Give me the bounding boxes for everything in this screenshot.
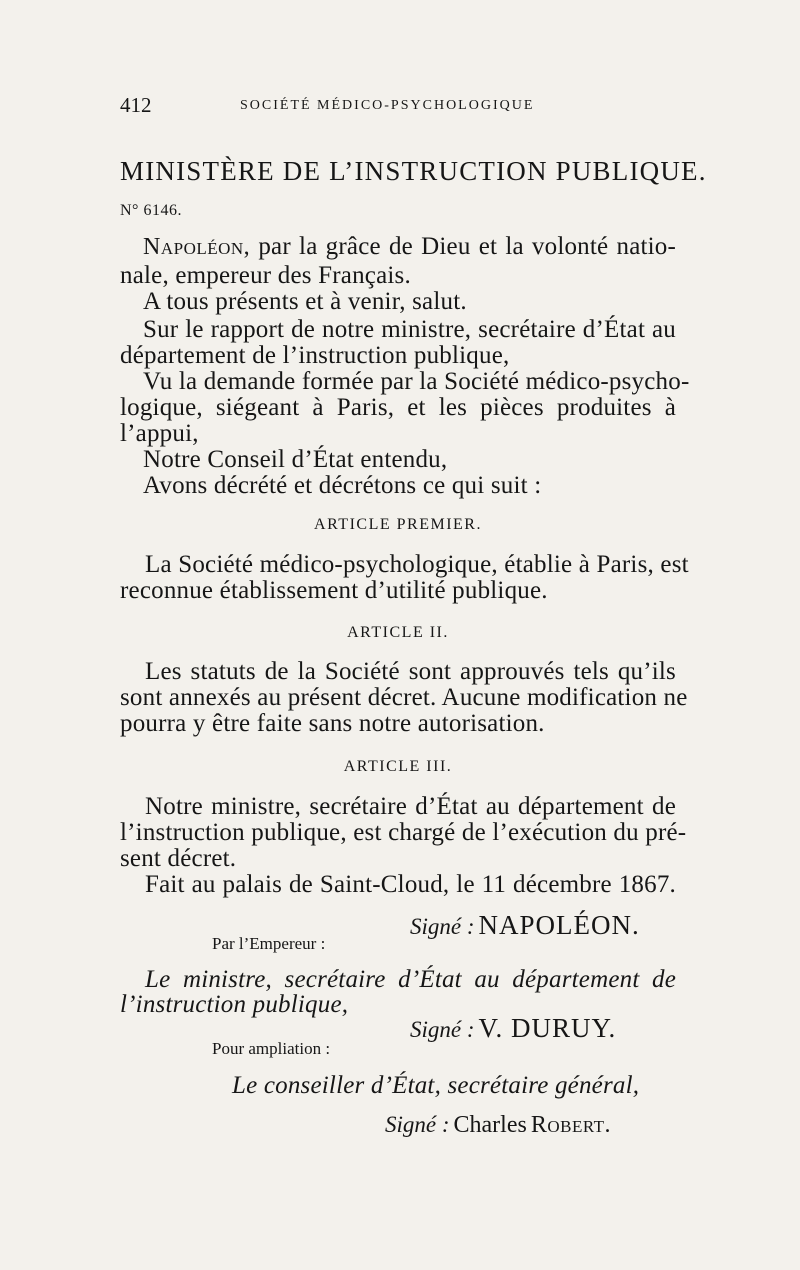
preamble-line-3: A tous présents et à venir, salut. xyxy=(143,288,467,315)
signature-name-napoleon: NAPOLÉON. xyxy=(478,910,640,940)
preamble-line-8: l’appui, xyxy=(120,420,199,447)
preamble-line-1 xyxy=(143,234,676,259)
preamble-line-5: département de l’instruction publique, xyxy=(120,342,510,369)
signature-duruy xyxy=(410,1015,676,1042)
preamble-line-1-rest: par la grâce de Dieu et la volonté natio- xyxy=(258,233,677,260)
signature-robert xyxy=(385,1113,676,1137)
preamble-line-7: logique, siégeant à Paris, et les pièces produites à xyxy=(120,394,676,421)
running-header xyxy=(120,95,676,117)
running-title: SOCIÉTÉ MÉDICO-PSYCHOLOGIQUE xyxy=(240,98,535,113)
article-2-line-3: pourra y être faite sans notre autorisation. xyxy=(120,710,545,737)
signature-name-duruy: V. DURUY. xyxy=(478,1013,617,1043)
signe-label-3: Signé : xyxy=(385,1112,450,1137)
par-l-empereur: Par l’Empereur : xyxy=(212,934,326,953)
signe-label-2: Signé : xyxy=(410,1017,475,1042)
signature-name-robert-first: Charles xyxy=(453,1112,527,1138)
preamble-line-10: Avons décrété et décrétons ce qui suit : xyxy=(143,472,542,499)
preamble-line-6: Vu la demande formée par la Société médico-psycho- xyxy=(143,368,690,395)
article-2-line-1: Les statuts de la Société sont approuvés tels qu’ils xyxy=(145,658,676,685)
napoleon-name: Napoléon, xyxy=(143,234,251,260)
pour-ampliation: Pour ampliation : xyxy=(212,1039,331,1058)
article-1-line-1: La Société médico-psychologique, établie à Paris, est xyxy=(145,551,689,578)
conseiller-title: Le conseiller d’État, secrétaire général, xyxy=(232,1072,640,1099)
preamble-line-9: Notre Conseil d’État entendu, xyxy=(143,446,448,473)
page-number: 412 xyxy=(120,93,152,117)
document-title: MINISTÈRE DE L’INSTRUCTION PUBLIQUE. xyxy=(120,156,707,186)
article-3-heading: ARTICLE III. xyxy=(343,758,453,775)
article-1-line-2: reconnue établissement d’utilité publique. xyxy=(120,577,548,604)
article-2-heading: ARTICLE II. xyxy=(347,624,449,641)
preamble-line-4: Sur le rapport de notre ministre, secrétaire d’État au xyxy=(143,316,676,343)
article-3-line-2: l’instruction publique, est chargé de l’exécution du pré- xyxy=(120,819,687,846)
signe-label-1: Signé : xyxy=(410,914,475,939)
article-3-line-3: sent décret. xyxy=(120,845,237,872)
article-3-line-4: Fait au palais de Saint-Cloud, le 11 décembre 1867. xyxy=(145,871,676,898)
minister-title-line-2: l’instruction publique, xyxy=(120,991,349,1018)
article-3-line-1: Notre ministre, secrétaire d’État au département de xyxy=(145,793,676,820)
preamble-line-2: nale, empereur des Français. xyxy=(120,262,411,289)
article-1-heading: ARTICLE PREMIER. xyxy=(314,516,482,533)
minister-title-line-1: Le ministre, secrétaire d’État au département de xyxy=(145,966,676,993)
decree-number: N° 6146. xyxy=(120,202,182,219)
article-2-line-2: sont annexés au présent décret. Aucune modification ne xyxy=(120,684,688,711)
signature-name-robert-last: Robert. xyxy=(530,1112,612,1138)
